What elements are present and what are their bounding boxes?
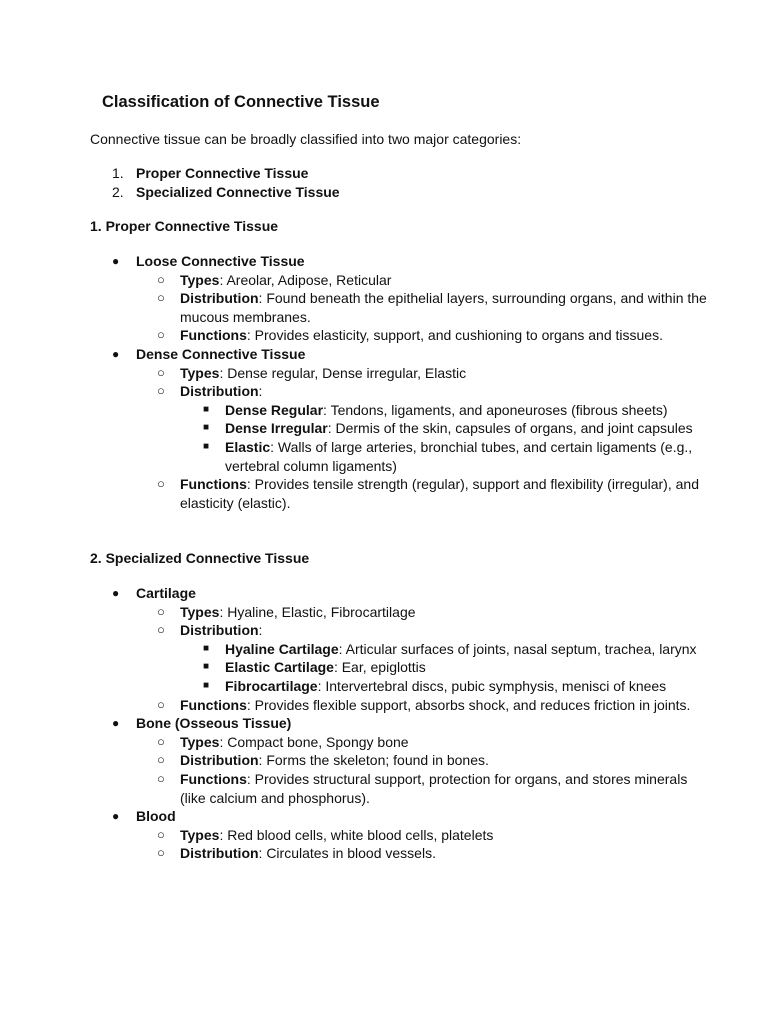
tissue-name: Dense Connective Tissue [136,345,306,362]
circle-bullet-icon: ○ [157,826,165,842]
tissue-name: Blood [136,808,176,825]
item-label: Elastic Cartilage [225,659,334,676]
list-item [203,401,712,420]
list-item [157,271,712,290]
page-title: Classification of Connective Tissue [102,93,380,111]
section-heading-proper: 1. Proper Connective Tissue [90,218,279,234]
item-text: : Dense regular, Dense irregular, Elastic [219,364,467,381]
item-label: Distribution [180,752,259,769]
item-label: Distribution [180,845,259,862]
circle-bullet-icon: ○ [157,622,165,638]
square-bullet-icon: ■ [203,642,210,654]
list-item [203,677,712,696]
item-text: : Provides flexible support, absorbs shock, and reduces friction in joints. [246,696,691,713]
list-item [112,252,712,271]
item-label: Functions [180,770,247,787]
intro-paragraph: Connective tissue can be broadly classified into two major categories: [90,131,522,147]
proper-tissue-list [112,252,712,512]
list-item [157,289,712,326]
section-heading-specialized: 2. Specialized Connective Tissue [90,550,310,566]
item-label: Elastic [225,438,271,455]
item-label: Functions [180,327,247,344]
bullet-icon: ● [112,586,120,600]
circle-bullet-icon: ○ [157,327,165,343]
item-label: Hyaline Cartilage [225,640,339,657]
circle-bullet-icon: ○ [157,696,165,712]
bullet-icon: ● [112,346,120,361]
circle-bullet-icon: ○ [157,476,165,492]
list-item [112,807,712,826]
list-number: 2. [112,183,124,200]
circle-bullet-icon: ○ [157,383,165,399]
circle-bullet-icon: ○ [157,733,165,749]
list-item [157,326,712,345]
circle-bullet-icon: ○ [157,603,165,619]
list-item-label: Proper Connective Tissue [136,165,309,181]
list-item [112,584,712,603]
list-item [157,733,712,752]
item-text: : Forms the skeleton; found in bones. [258,752,489,769]
item-text: : Hyaline, Elastic, Fibrocartilage [219,603,416,620]
item-text: : [258,622,263,639]
tissue-name: Bone (Osseous Tissue) [136,715,292,732]
circle-bullet-icon: ○ [157,290,165,306]
square-bullet-icon: ■ [203,679,210,691]
list-item [112,714,712,733]
item-label: Fibrocartilage [225,677,318,694]
list-item [90,183,340,202]
item-text: : Provides tensile strength (regular), support and flexibility (irregular), and elasticity (elastic). [180,476,699,511]
list-item [112,345,712,364]
circle-bullet-icon: ○ [157,752,165,768]
list-item [203,419,712,438]
item-text: : [258,383,263,400]
item-label: Functions [180,696,247,713]
item-label: Dense Regular [225,401,324,418]
list-item [157,621,712,640]
item-label: Functions [180,476,247,493]
list-item [157,770,712,807]
item-text: : Areolar, Adipose, Reticular [219,271,392,288]
item-text: : Ear, epiglottis [333,659,426,676]
list-item [157,844,712,863]
list-item [157,751,712,770]
list-item [157,696,712,715]
circle-bullet-icon: ○ [157,845,165,861]
list-item [203,438,712,475]
circle-bullet-icon: ○ [157,364,165,380]
list-item [157,382,712,401]
item-label: Types [180,826,220,843]
item-text: : Provides structural support, protection for organs, and stores minerals (like calcium and phosphorus). [180,770,688,806]
item-label: Distribution [180,290,259,307]
circle-bullet-icon: ○ [157,770,165,786]
list-item [157,603,712,622]
item-label: Distribution [180,622,259,639]
list-item-label: Specialized Connective Tissue [136,183,340,200]
item-text: : Articular surfaces of joints, nasal septum, trachea, larynx [338,640,697,657]
bullet-icon: ● [112,809,120,824]
item-text: : Red blood cells, white blood cells, platelets [219,826,494,843]
item-label: Types [180,364,220,381]
item-label: Distribution [180,383,259,400]
item-text: : Dermis of the skin, capsules of organs, and joint capsules [327,420,693,437]
square-bullet-icon: ■ [203,422,210,434]
item-label: Types [180,603,220,620]
category-list [90,164,340,201]
square-bullet-icon: ■ [203,661,210,673]
square-bullet-icon: ■ [203,403,210,415]
item-text: : Provides elasticity, support, and cushioning to organs and tissues. [246,327,663,344]
item-text: : Intervertebral discs, pubic symphysis, menisci of knees [317,677,667,694]
bullet-icon: ● [112,254,120,268]
item-text: : Compact bone, Spongy bone [219,733,409,750]
list-item [157,826,712,845]
item-label: Dense Irregular [225,420,328,437]
tissue-name: Cartilage [136,585,196,601]
specialized-tissue-list [112,584,712,863]
list-item [90,164,340,183]
item-text: : Circulates in blood vessels. [258,845,436,862]
list-item [203,640,712,659]
square-bullet-icon: ■ [203,440,210,452]
circle-bullet-icon: ○ [157,271,165,287]
tissue-name: Loose Connective Tissue [136,253,305,269]
list-item [157,475,712,512]
item-text: : Tendons, ligaments, and aponeuroses (fibrous sheets) [323,401,668,418]
item-text: : Walls of large arteries, bronchial tubes, and certain ligaments (e.g., vertebral column ligaments) [225,438,693,474]
list-item [203,658,712,677]
item-text: : Found beneath the epithelial layers, surrounding organs, and within the mucous membranes. [180,290,707,325]
item-label: Types [180,733,220,750]
bullet-icon: ● [112,716,120,731]
list-number: 1. [112,165,124,181]
list-item [157,364,712,383]
item-label: Types [180,271,220,288]
